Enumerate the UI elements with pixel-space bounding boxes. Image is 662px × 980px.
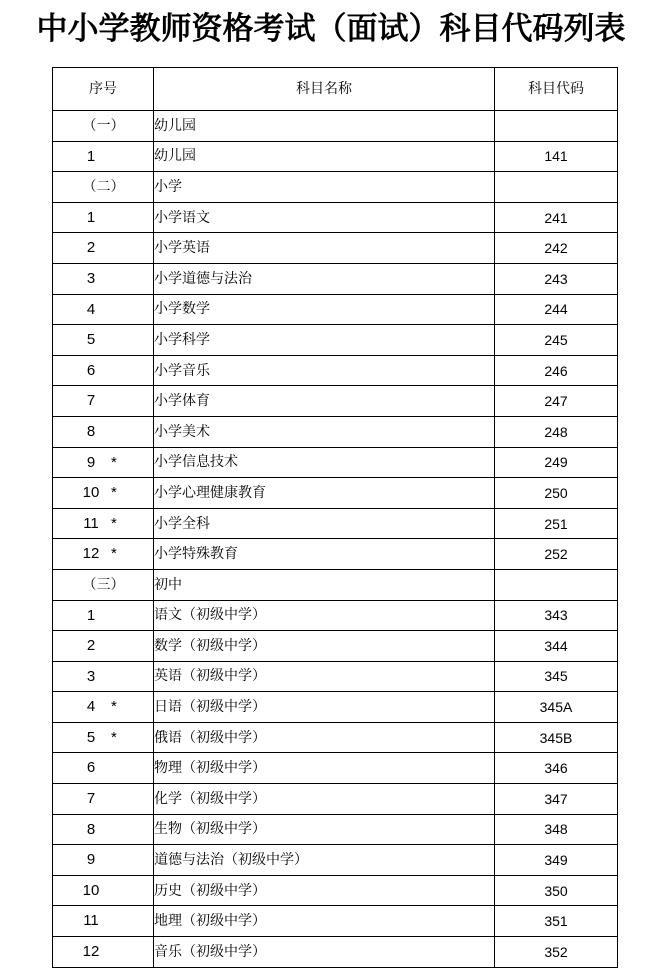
subject-code: 347 [495,784,618,815]
row-number: 7 [86,790,96,808]
row-seq-cell [53,508,154,539]
row-seq-cell [53,906,154,937]
header-name: 科目名称 [154,68,495,111]
subject-name: 小学英语 [154,233,495,264]
subject-name: 小学道德与法治 [154,263,495,294]
subject-name: 小学音乐 [154,355,495,386]
subject-name: 小学全科 [154,508,495,539]
subject-name: 小学心理健康教育 [154,478,495,509]
subject-name: 俄语（初级中学） [154,722,495,753]
subject-code: 242 [495,233,618,264]
row-number: 5 [86,331,96,349]
subject-name: 道德与法治（初级中学） [154,845,495,876]
subject-code: 345 [495,661,618,692]
subject-name: 音乐（初级中学） [154,937,495,968]
row-seq-cell [53,141,154,172]
row-seq-cell [53,937,154,968]
row-star-marker: * [111,698,117,716]
subject-code [495,111,618,142]
row-number: 9 [86,453,96,471]
row-seq-cell [53,631,154,662]
section-name: 初中 [154,569,495,600]
row-number: 1 [86,147,96,165]
section-name: 小学 [154,172,495,203]
row-seq-cell [53,325,154,356]
row-seq-cell [53,784,154,815]
table-row [53,600,618,631]
table-row [53,325,618,356]
table-row [53,875,618,906]
subject-code: 351 [495,906,618,937]
subject-name: 小学数学 [154,294,495,325]
row-seq-cell [53,569,154,600]
row-star-marker: * [111,484,117,502]
subject-code: 349 [495,845,618,876]
table-row [53,447,618,478]
subject-code: 243 [495,263,618,294]
table-row [53,202,618,233]
row-seq-cell [53,845,154,876]
row-seq-cell [53,294,154,325]
subject-name: 小学体育 [154,386,495,417]
subject-code: 345B [495,722,618,753]
subject-code: 244 [495,294,618,325]
header-seq: 序号 [53,68,154,111]
row-number: 7 [86,392,96,410]
subject-code: 252 [495,539,618,570]
row-number: 12 [82,545,100,563]
row-star-marker: * [111,545,117,563]
row-seq-cell [53,386,154,417]
table-row [53,355,618,386]
table-row [53,753,618,784]
subject-name: 小学科学 [154,325,495,356]
section-name: 幼儿园 [154,111,495,142]
header-code: 科目代码 [495,68,618,111]
subject-code: 248 [495,416,618,447]
table-row [53,141,618,172]
subject-name: 地理（初级中学） [154,906,495,937]
row-seq-cell [53,416,154,447]
subject-name: 物理（初级中学） [154,753,495,784]
row-number: 2 [86,239,96,257]
section-number: （二） [82,179,125,196]
table-row [53,784,618,815]
section-row [53,172,618,203]
row-seq-cell [53,661,154,692]
subject-name: 小学特殊教育 [154,539,495,570]
table-row [53,478,618,509]
subject-code: 346 [495,753,618,784]
row-seq-cell [53,447,154,478]
row-number: 8 [86,820,96,838]
subject-name: 生物（初级中学） [154,814,495,845]
subject-code: 344 [495,631,618,662]
section-number: （三） [82,576,125,593]
row-number: 1 [86,606,96,624]
section-row [53,111,618,142]
subject-code: 246 [495,355,618,386]
header-row [53,68,618,111]
subject-name: 日语（初级中学） [154,692,495,723]
subject-code: 141 [495,141,618,172]
row-seq-cell [53,233,154,264]
table-row [53,263,618,294]
row-number: 12 [82,943,100,961]
subject-name: 数学（初级中学） [154,631,495,662]
row-seq-cell [53,722,154,753]
row-star-marker: * [111,728,117,746]
table-header [53,68,618,111]
row-number: 11 [83,912,99,930]
table-row [53,539,618,570]
row-seq-cell [53,263,154,294]
row-number: 9 [86,851,96,869]
row-number: 1 [86,208,96,226]
subject-name: 英语（初级中学） [154,661,495,692]
table-row [53,722,618,753]
section-row [53,569,618,600]
row-number: 6 [86,759,96,777]
subject-code: 241 [495,202,618,233]
page-title: 中小学教师资格考试（面试）科目代码列表 [36,11,626,47]
table-row [53,906,618,937]
subject-code: 345A [495,692,618,723]
subject-name: 小学语文 [154,202,495,233]
row-seq-cell [53,539,154,570]
row-seq-cell [53,692,154,723]
subject-code: 245 [495,325,618,356]
row-number: 3 [86,667,96,685]
row-seq-cell [53,814,154,845]
subject-code: 350 [495,875,618,906]
subject-code: 251 [495,508,618,539]
row-number: 4 [86,300,96,318]
subject-name: 幼儿园 [154,141,495,172]
row-number: 3 [86,269,96,287]
subject-code [495,569,618,600]
table-row [53,937,618,968]
table-row [53,386,618,417]
row-number: 5 [86,728,96,746]
row-number: 6 [86,361,96,379]
table-row [53,416,618,447]
subject-code: 249 [495,447,618,478]
table-row [53,233,618,264]
row-seq-cell [53,111,154,142]
subject-name: 化学（初级中学） [154,784,495,815]
table-row [53,294,618,325]
row-seq-cell [53,875,154,906]
subject-code [495,172,618,203]
row-star-marker: * [111,514,117,532]
subject-code: 247 [495,386,618,417]
row-seq-cell [53,478,154,509]
row-number: 2 [86,637,96,655]
subject-code-table [52,67,618,968]
row-star-marker: * [111,453,117,471]
row-number: 8 [86,422,96,440]
row-number: 10 [82,881,100,899]
row-seq-cell [53,753,154,784]
subject-code: 352 [495,937,618,968]
table-row [53,814,618,845]
subject-name: 小学美术 [154,416,495,447]
subject-code: 250 [495,478,618,509]
table-row [53,508,618,539]
row-seq-cell [53,355,154,386]
section-number: （一） [82,118,125,134]
table-body [53,111,618,968]
row-number: 11 [83,514,99,532]
row-seq-cell [53,600,154,631]
subject-name: 小学信息技术 [154,447,495,478]
table-row [53,631,618,662]
table-row [53,661,618,692]
subject-name: 历史（初级中学） [154,875,495,906]
subject-code: 348 [495,814,618,845]
row-seq-cell [53,202,154,233]
row-seq-cell [53,172,154,203]
row-number: 4 [86,698,96,716]
subject-code: 343 [495,600,618,631]
row-number: 10 [82,484,100,502]
subject-name: 语文（初级中学） [154,600,495,631]
table-row [53,845,618,876]
table-row [53,692,618,723]
